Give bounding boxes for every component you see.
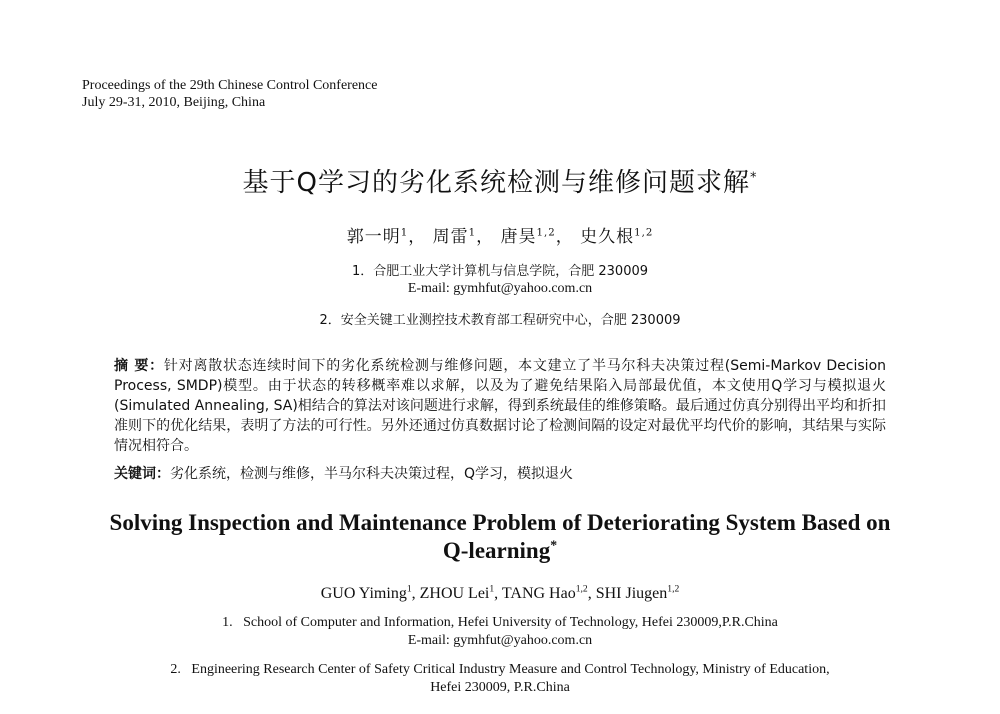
author-name: SHI Jiugen	[595, 585, 668, 602]
author-name: 唐昊	[500, 227, 537, 247]
affiliation-en-2-block	[0, 661, 1000, 697]
authors-en	[0, 585, 1000, 603]
author-affiliation-mark: 1	[406, 583, 412, 595]
author-name: GUO Yiming	[320, 585, 407, 602]
author-en-3	[502, 585, 596, 602]
author-zh-3	[500, 227, 573, 247]
paper-title-en-line2-wrap	[0, 537, 1000, 565]
author-name: 周雷	[432, 227, 469, 247]
author-separator: ，	[476, 227, 495, 247]
author-affiliation-mark: 1,2	[667, 583, 680, 595]
paper-title-en	[0, 509, 1000, 565]
author-separator: ,	[587, 585, 596, 602]
author-separator: ，	[408, 227, 427, 247]
author-name: 史久根	[580, 227, 635, 247]
proceedings-header	[82, 77, 377, 111]
author-zh-4	[580, 227, 653, 247]
affiliation-en-2-line2: Hefei 230009, P.R.China	[430, 680, 570, 695]
author-zh-2	[433, 227, 494, 247]
author-affiliation-mark: 1	[489, 583, 495, 595]
author-affiliation-mark: 1	[468, 227, 477, 239]
affiliation-en-1: 1. School of Computer and Information, Hefei University of Technology, Hefei 230009,P.R.China	[222, 615, 778, 630]
author-affiliation-mark: 1,2	[536, 227, 556, 239]
paper-title-zh	[0, 162, 1000, 199]
abstract-text: 针对离散状态连续时间下的劣化系统检测与维修问题，本文建立了半马尔科夫决策过程(Semi-Markov Decision Process, SMDP)模型。由于状态的转移概率难以求解，以及为了避免结果陷入局部最优值，本文使用Q学习与模拟退火(Simulated Annealing, SA)相结合的算法对该问题进行求解，得到系统最佳的维修策略。最后通过仿真分别得出平均和折扣准则下的优化结果，表明了方法的可行性。另外还通过仿真数据讨论了检测间隔的设定对最优平均代价的影响，其结果与实际情况相符合。	[114, 358, 887, 454]
affiliation-zh-2: 2．安全关键工业测控技术教育部工程研究中心，合肥 230009	[319, 313, 681, 328]
author-separator: ,	[411, 585, 420, 602]
paper-title-en-line1: Solving Inspection and Maintenance Problem of Deteriorating System Based on	[109, 510, 891, 535]
keywords-text: 劣化系统，检测与维修，半马尔科夫决策过程，Q学习，模拟退火	[170, 466, 574, 482]
title-en-footnote-mark: *	[550, 537, 558, 553]
abstract-label: 摘 要：	[114, 358, 164, 374]
title-footnote-mark: *	[749, 170, 758, 186]
affiliation-zh-1: 1．合肥工业大学计算机与信息学院，合肥 230009	[351, 264, 649, 279]
paper-title-zh-text: 基于Q学习的劣化系统检测与维修问题求解	[242, 168, 750, 198]
proceedings-title: Proceedings of the 29th Chinese Control Conference	[82, 78, 378, 93]
author-affiliation-mark: 1,2	[575, 583, 588, 595]
email-en: E-mail: gymhfut@yahoo.com.cn	[407, 633, 593, 648]
proceedings-date: July 29-31, 2010, Beijing, China	[82, 95, 266, 110]
paper-title-en-line2: Q-learning	[442, 538, 551, 563]
author-zh-1	[347, 227, 426, 247]
abstract-zh	[114, 356, 886, 456]
author-affiliation-mark: 1	[400, 227, 409, 239]
affiliation-en-1-block	[0, 614, 1000, 650]
keywords-zh	[114, 463, 886, 483]
author-name: 郭一明	[346, 227, 401, 247]
author-name: TANG Hao	[501, 585, 576, 602]
keywords-label: 关键词：	[114, 466, 170, 482]
authors-zh	[0, 222, 1000, 247]
affiliation-en-2-line1: 2. Engineering Research Center of Safety Critical Industry Measure and Control Technology, Ministry of Education,	[170, 662, 830, 677]
author-separator: ,	[494, 585, 502, 602]
email-zh: E-mail: gymhfut@yahoo.com.cn	[407, 281, 593, 296]
author-name: ZHOU Lei	[419, 585, 490, 602]
author-en-2	[420, 585, 502, 602]
author-affiliation-mark: 1,2	[634, 227, 654, 239]
author-en-1	[321, 585, 420, 602]
author-separator: ，	[555, 227, 574, 247]
author-en-4	[596, 585, 680, 602]
